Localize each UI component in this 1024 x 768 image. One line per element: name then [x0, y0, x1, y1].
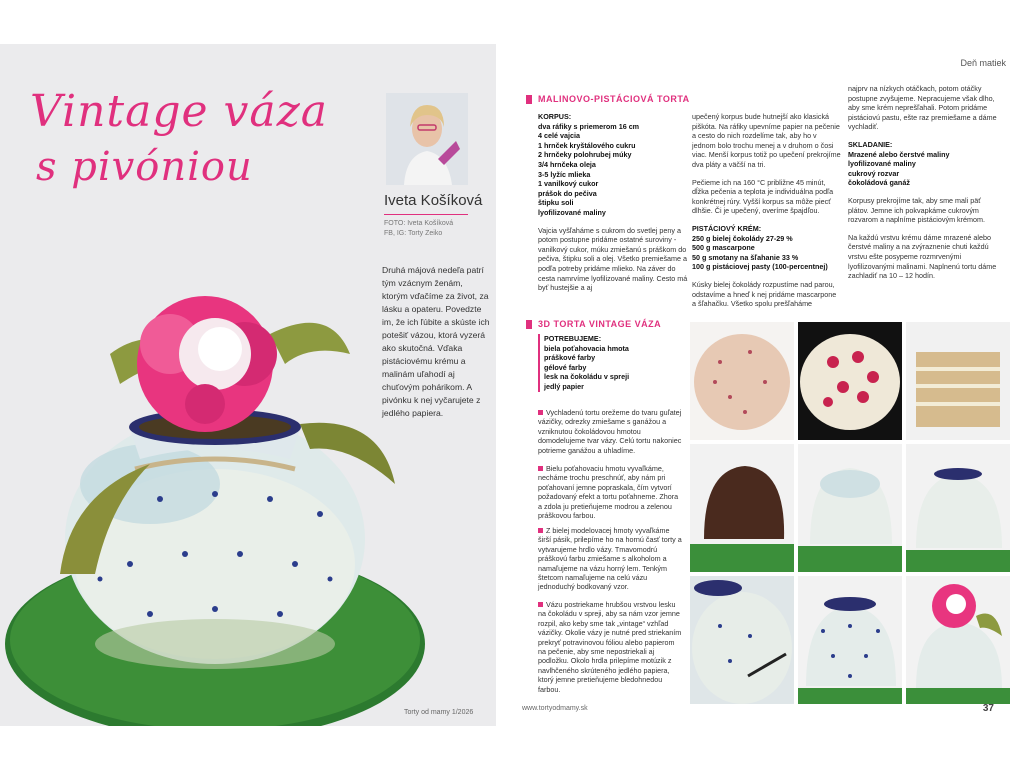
photo-sponge-slice [690, 322, 794, 440]
author-name: Iveta Košíková [384, 192, 483, 209]
col2-text-1: upečený korpus bude hutnejší ako klasická piškóta. Na ráfiky upevníme papier na pečenie a cesto do nich rozdelíme tak, aby ho v jednom bolo trochu menej a v druhom o čosi viac. Menší korpus totiž po upečení prekrojíme dva pláty a väčší na tri. [692, 112, 841, 169]
bullet-icon [538, 410, 543, 415]
needs-box [538, 334, 629, 392]
photo-painting-dots [690, 576, 794, 704]
left-page [0, 44, 496, 726]
step-1: Vychladenú tortu orežeme do tvaru guľatej vázičky, odrezky zmiešame s ganážou a vzniknutou čokoládovou hmotou domodelujeme tvar vázy. Celú tortu nakoniec potrieme ganážou a uhladíme. [538, 408, 682, 455]
photo-raspberry-layer [798, 322, 902, 440]
korpus-ingredient: 3-5 lyžíc mlieka [538, 169, 591, 179]
photo-credit: FOTO: Iveta Košíková [384, 220, 454, 227]
korpus-label: KORPUS: [538, 112, 572, 121]
recipe-title: MALINOVO-PISTÁCIOVÁ TORTA [538, 94, 690, 104]
recipe-column-2 [692, 112, 842, 317]
krem-ingredient: 50 g smotany na šľahanie 33 % [692, 252, 799, 262]
page-number: 37 [982, 703, 994, 714]
article-title-line1: Vintage váza [30, 86, 329, 137]
magazine-spread [0, 44, 1024, 726]
photo-finished-vase [906, 576, 1010, 704]
step-3: Z bielej modelovacej hmoty vyvaľkáme širší pásik, prilepíme ho na hornú časť torty a vytvarujeme hrdlo vázy. Tmavomodrú práškovú farbu zmiešame s alkoholom a namaľujeme na vázu horný lem. Tenkým štetcom namaľujeme na celú vázu jednoduchý bodkovaný vzor. [538, 526, 682, 592]
bullet-icon [538, 466, 543, 471]
photo-dotted-vase [798, 576, 902, 704]
korpus-ingredient: prášok do pečiva [538, 188, 597, 198]
author-divider [384, 214, 468, 215]
skladanie-ingredient: lyofilizované maliny [848, 159, 916, 169]
photo-ganache-dome [690, 444, 794, 572]
col2-text-2: Pečieme ich na 160 °C približne 45 minút, dĺžka pečenia a teplota je individuálna podľa konkrétnej rúry. Vyšší korpus sa môže piecť dlhšie. Či je upečený, overíme špajdľou. [692, 177, 834, 216]
krem-ingredient: 250 g bielej čokolády 27-29 % [692, 233, 793, 243]
korpus-ingredient: 1 hrnček kryštálového cukru [538, 140, 636, 150]
korpus-ingredient: 4 celé vajcia [538, 131, 580, 141]
bullet-icon [538, 602, 543, 607]
krem-label: PISTÁCIOVÝ KRÉM: [692, 223, 762, 233]
skladanie-ingredient: cukrový rozvar [848, 168, 900, 178]
needs-item: jedlý papier [544, 381, 584, 391]
col3-text-2: Korpusy prekrojíme tak, aby sme mali päť plátov. Jemne ich pokvapkáme cukrovým rozvarom a naplníme pistáciovým krémom. [848, 195, 986, 225]
intro-text: Druhá májová nedeľa patrí tým vzácnym ženám, ktorým vďačíme za život, za lásku a opateru. Povedzte im, že ich ľúbite a skúste ich potešiť vázou, ktorá vyzerá ako skutočná. Vďaka pistáciovému krému a malinám uľahodí aj chuťovým pohárikom. A pivónku k nej vyčarujete z jedlého papiera. [382, 265, 490, 418]
korpus-text: Vajcia vyšľaháme s cukrom do svetlej peny a potom postupne pridáme ostatné suroviny - vanilkový cukor, múku zmiešanú s práškom do pečiva, štipku soli a olej. Všetko premiešame a podľa potreby pridáme mlieko. Na záver do cesta namrvíme lyofilizované maliny. Cesto má byť hustejšie a aj [538, 225, 688, 293]
vase-title: 3D TORTA VINTAGE VÁZA [538, 319, 662, 329]
korpus-ingredient: 2 hrnčeky polohrubej múky [538, 150, 632, 160]
vase-cake-photo [0, 244, 496, 726]
needs-item: práškové farby [544, 353, 596, 363]
skladanie-label: SKLADANIE: [848, 139, 893, 149]
needs-item: lesk na čokoládu v spreji [544, 372, 630, 382]
needs-item: biela poťahovacia hmota [544, 343, 629, 353]
krem-text: Kúsky bielej čokolády rozpustíme nad parou, odstavíme a hneď k nej pridáme mascarpone a šľahačku. Všetko spolu prešľaháme [692, 279, 837, 309]
korpus-ingredient: dva ráfiky s priemerom 16 cm [538, 121, 640, 131]
col3-text-3: Na každú vrstvu krému dáme mrazené alebo čerstvé maliny a na zvýraznenie chuti každú vrstvu ešte posypeme rozmrvenými lyofilizovanými malinami. Naplnenú tortu dáme zachladiť na 10 – 12 hodín. [848, 232, 997, 281]
step-2: Bielu poťahovaciu hmotu vyvaľkáme, necháme trochu preschnúť, aby nám pri poťahovaní jemne popraskala, čím vytvorí požadovaný efekt a tortu poťahneme. Zhora a zdola ju pretieňujeme modrou a zelenou práškovou farbou. [538, 464, 679, 521]
social-credit: FB, IG: Torty Zeiko [384, 230, 443, 237]
step-4: Vázu postriekame hrubšou vrstvou lesku na čokoládu v spreji, aby sa nám vzor jemne rozpil, ako keby sme tak „vintage“ vzhľad vázičky. Okolie vázy je nutné pred striekaním prekryť potravinovou fóliou alebo papierom na pečenie, aby sme nepostriekali aj podložku. Okolo hrdla prilepíme motúzik z navlhčeného skrúteného jedlého papiera, ktorý jemne pretieňujeme bledohnedou farbou. [538, 600, 682, 694]
left-folio: Torty od mamy 1/2026 [404, 709, 474, 716]
section-label: Deň matiek [960, 58, 1006, 68]
krem-ingredient: 100 g pistáciovej pasty (100-percentnej) [692, 262, 828, 272]
krem-ingredient: 500 g mascarpone [692, 243, 755, 253]
skladanie-ingredient: Mrazené alebo čerstvé maliny [848, 149, 950, 159]
article-title-line2: s pivóniou [36, 144, 253, 190]
col3-text-1: najprv na nízkych otáčkach, potom otáčky postupne zvyšujeme. Nepracujeme však dlho, aby sme krém neprešľahali. Potom pridáme pistáciovú pastu, ešte raz premiešame a dáme vychladiť. [848, 84, 997, 132]
photo-vase-neck [906, 444, 1010, 572]
needs-item: gélové farby [544, 362, 587, 372]
right-page [512, 44, 1024, 726]
korpus-ingredient: 3/4 hrnčeka oleja [538, 159, 596, 169]
bullet-icon [538, 528, 543, 533]
korpus-ingredient: 1 vanilkový cukor [538, 179, 599, 189]
photo-layered-cake [906, 322, 1010, 440]
skladanie-ingredient: čokoládová ganáž [848, 178, 910, 188]
recipe-column-1 [538, 112, 688, 301]
footer-url[interactable]: www.tortyodmamy.sk [522, 705, 588, 712]
korpus-ingredient: lyofilizované maliny [538, 207, 606, 217]
recipe-column-3 [848, 84, 998, 289]
needs-label: POTREBUJEME: [544, 334, 602, 343]
korpus-ingredient: štipku soli [538, 198, 574, 208]
recipe-title-marker [526, 95, 532, 104]
photo-covered-dome [798, 444, 902, 572]
vase-title-marker [526, 320, 532, 329]
author-portrait [386, 93, 468, 185]
